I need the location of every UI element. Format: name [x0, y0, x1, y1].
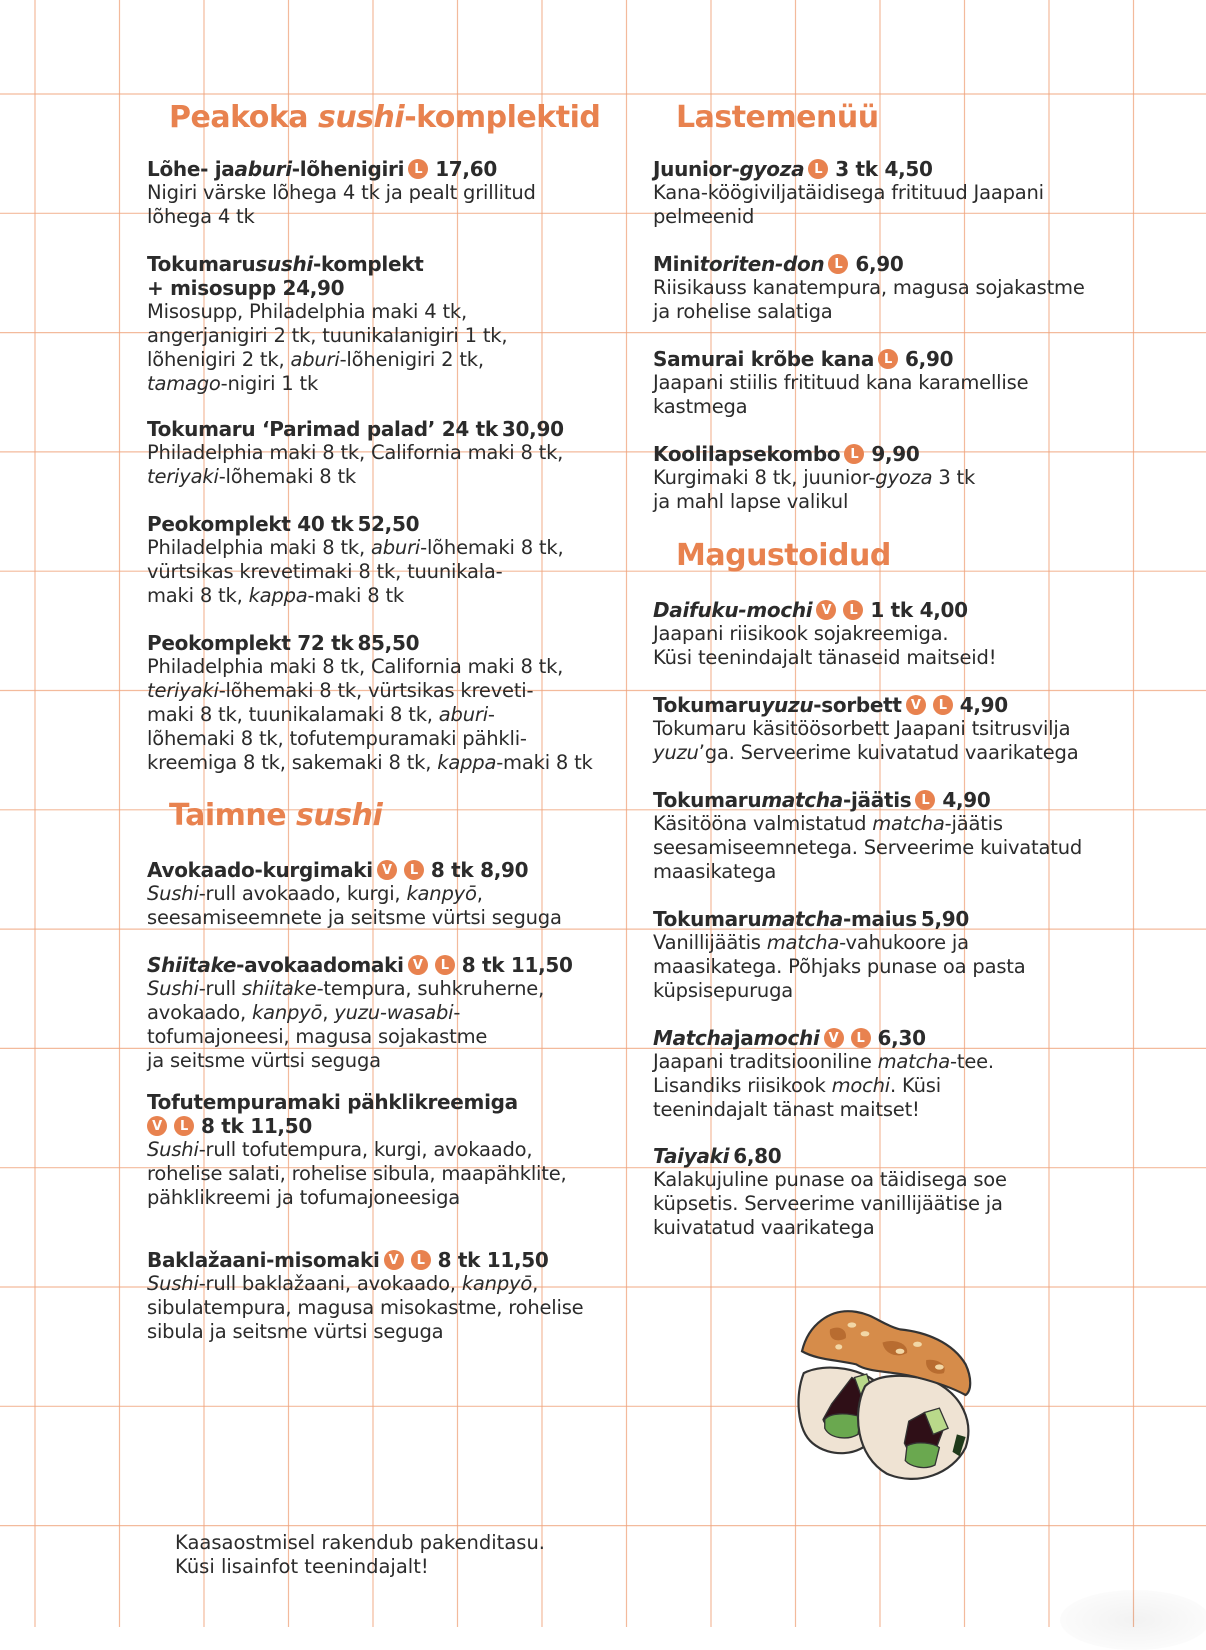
text-segment: küpsetis. Serveerime vanillijäätise ja — [653, 1192, 1003, 1215]
page-shadow — [1060, 1590, 1206, 1650]
text-segment: -rull — [198, 977, 242, 1000]
text-segment: -sorbett — [813, 693, 902, 717]
item-description-line — [653, 812, 1082, 836]
item-description-line — [653, 1168, 1007, 1192]
item-price: 6,90 — [905, 347, 954, 371]
text-segment: Magustoidud — [676, 538, 891, 573]
text-segment: Tokumaru käsitöösorbett Jaapani tsitrusvilja — [653, 717, 1071, 740]
item-description-line — [653, 490, 975, 514]
item-price: 8 tk 11,50 — [201, 1114, 312, 1138]
text-segment: kappa — [248, 584, 308, 607]
section-heading — [169, 798, 382, 834]
text-segment: -jäätis — [944, 812, 1003, 835]
menu-item — [653, 907, 1025, 1003]
item-title — [147, 1248, 583, 1272]
item-title — [147, 417, 564, 441]
text-segment: . Küsi — [890, 1074, 941, 1097]
text-segment: aburi — [371, 536, 421, 559]
lactose-free-badge-icon: L — [435, 955, 455, 975]
text-segment: matcha — [872, 812, 945, 835]
menu-item — [653, 157, 1044, 229]
text-segment: kreemiga 8 tk, sakemaki 8 tk, — [147, 751, 438, 774]
text-segment: Kurgimaki 8 tk, juunior- — [653, 466, 876, 489]
item-description-line — [147, 679, 593, 703]
text-segment: -lõhenigiri 2 tk, — [339, 348, 484, 371]
text-segment: -maki 8 tk — [496, 751, 593, 774]
lactose-free-badge-icon: L — [408, 159, 428, 179]
item-description-line — [147, 465, 564, 489]
sushi-roll-illustration — [775, 1290, 990, 1500]
lactose-free-badge-icon: L — [933, 695, 953, 715]
text-segment: lõhega 4 tk — [147, 205, 255, 228]
text-segment: rohelise salati, rohelise sibula, maapähklite, — [147, 1162, 567, 1185]
item-description-line — [147, 1272, 583, 1296]
text-segment: matcha — [761, 788, 843, 812]
text-segment: Lastemenüü — [676, 100, 879, 135]
text-segment: + misosupp 24,90 — [147, 276, 345, 300]
text-segment: Küsi teenindajalt tänaseid maitseid! — [653, 646, 997, 669]
menu-item — [147, 1090, 567, 1210]
item-description-line — [653, 1074, 994, 1098]
text-segment: , — [476, 882, 483, 905]
item-description-line — [653, 860, 1082, 884]
text-segment: Tokumaru — [653, 788, 762, 812]
item-description-line — [147, 1320, 583, 1344]
lactose-free-badge-icon: L — [808, 159, 828, 179]
vegan-badge-icon: V — [824, 1028, 844, 1048]
text-segment: -lõhemaki 8 tk, — [420, 536, 564, 559]
text-segment: mochi — [831, 1074, 891, 1097]
text-segment: Tokumaru — [147, 252, 256, 276]
text-segment: shiitake — [241, 977, 317, 1000]
item-description-line — [653, 931, 1025, 955]
item-description-line — [147, 348, 507, 372]
text-segment: -maki 8 tk — [307, 584, 404, 607]
text-segment: Peokomplekt 40 tk — [147, 512, 354, 536]
text-segment: gyoza — [739, 157, 805, 181]
item-description-line — [653, 371, 1028, 395]
text-segment: maasikatega. Põhjaks punase oa pasta — [653, 955, 1026, 978]
item-price: 30,90 — [501, 417, 564, 441]
text-segment: -lõhemaki 8 tk, vürtsikas kreveti- — [218, 679, 534, 702]
item-description-line — [147, 1296, 583, 1320]
text-segment: Peokomplekt 72 tk — [147, 631, 354, 655]
item-description-line — [653, 276, 1085, 300]
item-description-line — [147, 1025, 573, 1049]
text-segment: , — [532, 1272, 539, 1295]
text-segment: toriten-don — [699, 252, 825, 276]
item-description-line — [147, 181, 536, 205]
text-segment: sushi — [317, 100, 405, 135]
item-description-line — [653, 717, 1078, 741]
text-segment: Vanillijäätis — [653, 931, 767, 954]
item-title — [653, 347, 1028, 371]
text-segment: Jaapani stiilis fritituud kana karamellise — [653, 371, 1029, 394]
text-segment: Jaapani riisikook sojakreemiga. — [653, 622, 949, 645]
item-description-line — [147, 205, 536, 229]
text-segment: Taimne — [169, 798, 297, 833]
text-segment: sibula ja seitsme vürtsi seguga — [147, 1320, 444, 1343]
item-title — [653, 1026, 994, 1050]
text-segment: lõhemaki 8 tk, tofutempuramaki pähkli- — [147, 727, 527, 750]
text-segment: pähklikreemi ja tofumajoneesiga — [147, 1186, 461, 1209]
text-segment: -tee. — [950, 1050, 994, 1073]
menu-item — [147, 1248, 583, 1344]
text-segment: Philadelphia maki 8 tk, — [147, 536, 371, 559]
footer-line-2: Küsi lisainfot teenindajalt! — [175, 1555, 429, 1578]
text-segment: mochi — [753, 1026, 820, 1050]
text-segment: matcha — [766, 931, 840, 954]
item-description-line — [653, 1098, 994, 1122]
item-price: 6,90 — [855, 252, 904, 276]
item-description-line — [653, 181, 1044, 205]
text-segment: ja mahl lapse valikul — [653, 490, 849, 513]
text-segment: sushi — [296, 798, 383, 833]
item-description-line — [653, 466, 975, 490]
text-segment: Philadelphia maki 8 tk, California maki 8 tk, — [147, 655, 564, 678]
text-segment: Kalakujuline punase oa täidisega soe — [653, 1168, 1007, 1191]
item-description-line — [147, 751, 593, 775]
menu-item — [147, 953, 573, 1073]
lactose-free-badge-icon: L — [843, 600, 863, 620]
text-segment: Peakoka — [169, 100, 318, 135]
item-description-line — [147, 1001, 573, 1025]
item-price: 1 tk 4,00 — [870, 598, 968, 622]
text-segment: pelmeenid — [653, 205, 755, 228]
item-price: 8 tk 11,50 — [461, 953, 573, 977]
text-segment: Sushi — [147, 1138, 199, 1161]
item-title — [653, 252, 1085, 276]
text-segment: sibulatempura, magusa misokastme, rohelise — [147, 1296, 584, 1319]
text-segment: teriyaki — [147, 465, 219, 488]
text-segment: Nigiri värske lõhega 4 tk ja pealt grillitud — [147, 181, 536, 204]
vegan-badge-icon: V — [408, 955, 428, 975]
text-segment: Käsitööna valmistatud — [653, 812, 873, 835]
item-description-line — [653, 955, 1025, 979]
text-segment: maki 8 tk, tuunikalamaki 8 tk, — [147, 703, 439, 726]
text-segment: Samurai krõbe kana — [653, 347, 875, 371]
text-segment: aburi — [438, 703, 488, 726]
text-segment: aburi — [234, 157, 292, 181]
menu-item — [653, 347, 1028, 419]
item-title — [147, 631, 593, 655]
text-segment: -lõhemaki 8 tk — [218, 465, 357, 488]
item-price: 8 tk 8,90 — [430, 858, 529, 882]
menu-item — [653, 1144, 1007, 1240]
item-description-line — [653, 836, 1082, 860]
section-heading — [676, 100, 879, 136]
menu-item — [147, 157, 536, 229]
text-segment: Juunior- — [653, 157, 740, 181]
item-price: 6,80 — [733, 1144, 782, 1168]
item-price: 85,50 — [357, 631, 420, 655]
text-segment: gyoza — [875, 466, 933, 489]
item-description-line — [653, 741, 1078, 765]
text-segment: -rull baklažaani, avokaado, — [198, 1272, 462, 1295]
text-segment: sushi — [255, 252, 313, 276]
text-segment: kuivatatud vaarikatega — [653, 1216, 875, 1239]
vegan-badge-icon: V — [377, 860, 397, 880]
text-segment: Baklažaani-misomaki — [147, 1248, 380, 1272]
text-segment: Lisandiks riisikook — [653, 1074, 832, 1097]
item-price: 9,90 — [871, 442, 920, 466]
text-segment: Sushi — [147, 977, 199, 1000]
item-description-line — [147, 882, 562, 906]
menu-item — [147, 631, 593, 775]
menu-item — [653, 598, 996, 670]
text-segment: Kana-köögiviljatäidisega fritituud Jaapani — [653, 181, 1044, 204]
section-heading — [676, 538, 891, 574]
text-segment: kastmega — [653, 395, 748, 418]
item-title — [653, 157, 1044, 181]
item-title — [147, 512, 563, 536]
text-segment: -avokaadomaki — [236, 953, 404, 977]
lactose-free-badge-icon: L — [404, 860, 424, 880]
lactose-free-badge-icon: L — [844, 444, 864, 464]
text-segment: maasikatega — [653, 860, 777, 883]
menu-item — [147, 512, 563, 608]
menu-item — [653, 693, 1078, 765]
vegan-badge-icon: V — [147, 1116, 167, 1136]
item-description-line — [653, 1050, 994, 1074]
text-segment: - — [487, 703, 495, 726]
text-segment: -jäätis — [843, 788, 912, 812]
menu-item — [653, 788, 1082, 884]
text-segment: seesamiseemnetega. Serveerime kuivatatud — [653, 836, 1083, 859]
text-segment: kappa — [437, 751, 497, 774]
menu-item — [653, 1026, 994, 1122]
text-segment: -tempura, suhkruherne, — [316, 977, 545, 1000]
item-price: 5,90 — [920, 907, 969, 931]
text-segment: -nigiri 1 tk — [220, 372, 319, 395]
text-segment: Shiitake — [147, 953, 237, 977]
text-segment: yuzu — [761, 693, 814, 717]
text-segment: vürtsikas krevetimaki 8 tk, tuunikala- — [147, 560, 503, 583]
text-segment: -rull tofutempura, kurgi, avokaado, — [198, 1138, 533, 1161]
text-segment: Lõhe- ja — [147, 157, 235, 181]
item-description-line — [147, 1138, 567, 1162]
item-title — [653, 1144, 1007, 1168]
item-description-line — [147, 1162, 567, 1186]
text-segment: Sushi — [147, 1272, 199, 1295]
text-segment: teenindajalt tänast maitset! — [653, 1098, 920, 1121]
text-segment: Riisikauss kanatempura, magusa sojakastme — [653, 276, 1085, 299]
text-segment: Mini — [653, 252, 700, 276]
text-segment: yuzu-wasabi — [334, 1001, 454, 1024]
menu-item — [147, 858, 562, 930]
text-segment: teriyaki — [147, 679, 219, 702]
item-description-line — [147, 906, 562, 930]
text-segment: kanpyō — [406, 882, 477, 905]
text-segment: Tokumaru ‘Parimad palad’ 24 tk — [147, 417, 498, 441]
item-description-line — [653, 622, 996, 646]
item-title-continued — [147, 276, 507, 300]
text-segment: kanpyō — [461, 1272, 533, 1295]
item-description-line — [147, 584, 563, 608]
text-segment: -rull avokaado, kurgi, — [198, 882, 407, 905]
item-description-line — [147, 1186, 567, 1210]
text-segment: - — [453, 1001, 461, 1024]
text-segment: ’ga. Serveerime kuivatatud vaarikatega — [698, 741, 1079, 764]
text-segment: yuzu — [653, 741, 699, 764]
vegan-badge-icon: V — [816, 600, 836, 620]
text-segment: Daifuku-mochi — [653, 598, 813, 622]
item-description-line — [147, 703, 593, 727]
menu-item — [147, 252, 507, 396]
text-segment: tofumajoneesi, magusa sojakastme — [147, 1025, 488, 1048]
text-segment: Philadelphia maki 8 tk, California maki 8 tk, — [147, 441, 564, 464]
item-description-line — [653, 1216, 1007, 1240]
text-segment: Sushi — [147, 882, 199, 905]
item-description-line — [147, 1049, 573, 1073]
item-price: 4,90 — [959, 693, 1008, 717]
text-segment: aburi — [290, 348, 340, 371]
text-segment: Tokumaru — [653, 907, 762, 931]
item-title — [653, 693, 1078, 717]
text-segment: ja seitsme vürtsi seguga — [147, 1049, 381, 1072]
lactose-free-badge-icon: L — [915, 790, 935, 810]
text-segment: Misosupp, Philadelphia maki 4 tk, — [147, 300, 467, 323]
lactose-free-badge-icon: L — [851, 1028, 871, 1048]
item-title — [653, 788, 1082, 812]
item-title-continued — [143, 1114, 567, 1138]
text-segment: matcha — [877, 1050, 951, 1073]
lactose-free-badge-icon: L — [878, 349, 898, 369]
text-segment: Matcha — [653, 1026, 734, 1050]
text-segment: -maius — [843, 907, 917, 931]
text-segment: , — [322, 1001, 335, 1024]
lactose-free-badge-icon: L — [828, 254, 848, 274]
item-price: 4,90 — [942, 788, 991, 812]
menu-item — [653, 442, 975, 514]
text-segment: Tokumaru — [653, 693, 762, 717]
text-segment: -komplekt — [312, 252, 424, 276]
item-title — [653, 598, 996, 622]
vegan-badge-icon: V — [384, 1250, 404, 1270]
text-segment: avokaado, — [147, 1001, 252, 1024]
text-segment: maki 8 tk, — [147, 584, 249, 607]
item-description-line — [147, 727, 593, 751]
item-description-line — [147, 372, 507, 396]
item-description-line — [147, 655, 593, 679]
text-segment: ja — [733, 1026, 754, 1050]
text-segment: -komplektid — [404, 100, 601, 135]
item-description-line — [147, 536, 563, 560]
text-segment: Taiyaki — [653, 1144, 730, 1168]
item-title — [147, 953, 573, 977]
item-price: 3 tk 4,50 — [835, 157, 933, 181]
text-segment: 3 tk — [932, 466, 976, 489]
section-heading — [169, 100, 600, 136]
text-segment: ja rohelise salatiga — [653, 300, 833, 323]
text-segment: küpsisepuruga — [653, 979, 794, 1002]
text-segment: -vahukoore ja — [839, 931, 969, 954]
text-segment: -lõhenigiri — [291, 157, 405, 181]
item-description-line — [653, 646, 996, 670]
text-segment: Jaapani traditsiooniline — [653, 1050, 878, 1073]
text-segment: angerjanigiri 2 tk, tuunikalanigiri 1 tk, — [147, 324, 508, 347]
item-price: 52,50 — [357, 512, 420, 536]
menu-item — [147, 417, 564, 489]
text-segment: matcha — [761, 907, 843, 931]
item-price: 17,60 — [435, 157, 497, 181]
item-title — [653, 442, 975, 466]
item-title — [147, 858, 562, 882]
lactose-free-badge-icon: L — [411, 1250, 431, 1270]
footer-note — [175, 1531, 545, 1579]
item-description-line — [147, 300, 507, 324]
item-title — [147, 1090, 567, 1114]
item-title — [147, 157, 536, 181]
footer-line-1: Kaasaostmisel rakendub pakenditasu. — [175, 1531, 545, 1554]
item-description-line — [653, 979, 1025, 1003]
vegan-badge-icon: V — [906, 695, 926, 715]
item-price: 8 tk 11,50 — [437, 1248, 549, 1272]
item-description-line — [653, 1192, 1007, 1216]
item-description-line — [147, 324, 507, 348]
lactose-free-badge-icon: L — [174, 1116, 194, 1136]
item-description-line — [653, 205, 1044, 229]
text-segment: tamago — [147, 372, 221, 395]
text-segment: Koolilapsekombo — [653, 442, 841, 466]
item-description-line — [147, 560, 563, 584]
item-price: 6,30 — [877, 1026, 926, 1050]
text-segment: Tofutempuramaki pähklikreemiga — [147, 1090, 518, 1114]
text-segment: Avokaado-kurgimaki — [147, 858, 373, 882]
item-title — [147, 252, 507, 276]
text-segment: kanpyō — [251, 1001, 323, 1024]
text-segment: lõhenigiri 2 tk, — [147, 348, 291, 371]
item-title — [653, 907, 1025, 931]
item-description-line — [653, 300, 1085, 324]
item-description-line — [147, 441, 564, 465]
item-description-line — [653, 395, 1028, 419]
item-description-line — [147, 977, 573, 1001]
text-segment: seesamiseemnete ja seitsme vürtsi seguga — [147, 906, 562, 929]
menu-item — [653, 252, 1085, 324]
